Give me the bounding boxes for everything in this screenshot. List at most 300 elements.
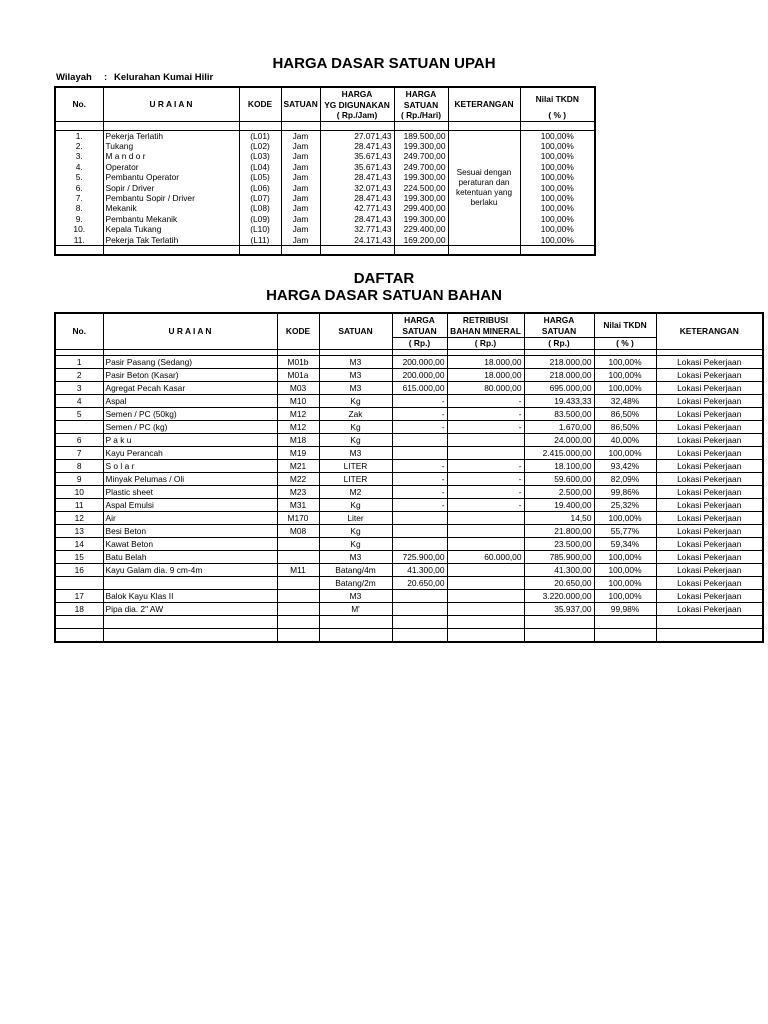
upah-row-harga-jam: 35.671,43 (320, 162, 394, 172)
bahan-row-uraian (103, 576, 277, 589)
bahan-row-no: 13 (55, 524, 103, 537)
bahan-row-kode: M12 (277, 420, 319, 433)
bahan-row-tkdn: 86,50% (594, 407, 656, 420)
upah-row-uraian: M a n d o r (103, 151, 239, 161)
bahan-row-keterangan: Lokasi Pekerjaan (656, 381, 763, 394)
bahan-row-keterangan: Lokasi Pekerjaan (656, 537, 763, 550)
upah-row-harga-hari: 199.300,00 (394, 172, 448, 182)
bahan-header-harga2-2: SATUAN (524, 325, 594, 337)
bahan-row-tkdn: 86,50% (594, 420, 656, 433)
bahan-row-keterangan: Lokasi Pekerjaan (656, 433, 763, 446)
bahan-row-harga-total: 218.000,00 (524, 355, 594, 368)
upah-row-kode: (L04) (239, 162, 281, 172)
bahan-row-no: 12 (55, 511, 103, 524)
upah-row-tkdn: 100,00% (520, 151, 595, 161)
upah-header-harga-jam-3: ( Rp./Jam) (320, 110, 394, 121)
upah-row-no: 9. (55, 214, 103, 224)
bahan-row-retribusi (447, 602, 524, 615)
upah-row-kode: (L07) (239, 193, 281, 203)
bahan-row-no: 8 (55, 459, 103, 472)
bahan-row-keterangan: Lokasi Pekerjaan (656, 550, 763, 563)
bahan-row-no: 11 (55, 498, 103, 511)
bahan-row-tkdn: 100,00% (594, 563, 656, 576)
upah-row-harga-jam: 32.771,43 (320, 224, 394, 234)
bahan-row-satuan: Batang/2m (319, 576, 392, 589)
bahan-row-harga-satuan (392, 433, 447, 446)
bahan-row-keterangan: Lokasi Pekerjaan (656, 485, 763, 498)
bahan-header-satuan: SATUAN (319, 313, 392, 349)
bahan-header-tkdn-1: Nilai TKDN (594, 313, 656, 337)
bahan-row-no: 9 (55, 472, 103, 485)
bahan-row-no: 14 (55, 537, 103, 550)
upah-row-no: 1. (55, 130, 103, 141)
bahan-row-tkdn: 100,00% (594, 368, 656, 381)
bahan-row-satuan: Batang/4m (319, 563, 392, 576)
upah-row-harga-hari: 199.300,00 (394, 193, 448, 203)
upah-row-harga-jam: 42.771,43 (320, 203, 394, 213)
upah-row-no: 10. (55, 224, 103, 234)
bahan-row-harga-total: 695.000,00 (524, 381, 594, 394)
bahan-row-tkdn: 100,00% (594, 355, 656, 368)
upah-row-harga-jam: 28.471,43 (320, 214, 394, 224)
bahan-row-keterangan: Lokasi Pekerjaan (656, 420, 763, 433)
bahan-row-harga-satuan (392, 446, 447, 459)
bahan-row-no: 10 (55, 485, 103, 498)
bahan-table (54, 312, 764, 643)
bahan-row-kode: M11 (277, 563, 319, 576)
table-row (55, 420, 763, 433)
bahan-row-kode: M08 (277, 524, 319, 537)
bahan-row-retribusi (447, 524, 524, 537)
upah-header-harga-hari-1: HARGA (394, 87, 448, 99)
table-row (55, 563, 763, 576)
upah-row-harga-jam: 24.171,43 (320, 234, 394, 245)
bahan-row-no: 15 (55, 550, 103, 563)
upah-row-satuan: Jam (281, 151, 320, 161)
upah-row-tkdn: 100,00% (520, 162, 595, 172)
upah-row-satuan: Jam (281, 224, 320, 234)
bahan-row-kode (277, 602, 319, 615)
upah-row-no: 3. (55, 151, 103, 161)
bahan-row-retribusi: 60.000,00 (447, 550, 524, 563)
bahan-row-uraian: Pipa dia. 2" AW (103, 602, 277, 615)
bahan-row-uraian: Kayu Perancah (103, 446, 277, 459)
bahan-row-no: 2 (55, 368, 103, 381)
upah-row-tkdn: 100,00% (520, 203, 595, 213)
bahan-row-satuan: M3 (319, 446, 392, 459)
upah-row-kode: (L02) (239, 141, 281, 151)
bahan-row-uraian: Air (103, 511, 277, 524)
bahan-row-uraian: Semen / PC (50kg) (103, 407, 277, 420)
bahan-row-no (55, 420, 103, 433)
bahan-row-retribusi: - (447, 394, 524, 407)
upah-header-uraian: U R A I A N (103, 87, 239, 121)
bahan-row-kode: M01a (277, 368, 319, 381)
upah-row-satuan: Jam (281, 193, 320, 203)
bahan-row-tkdn: 25,32% (594, 498, 656, 511)
upah-row-harga-jam: 27.071,43 (320, 130, 394, 141)
bahan-row-retribusi: - (447, 407, 524, 420)
bahan-row-satuan: M3 (319, 381, 392, 394)
upah-header-tkdn-2: ( % ) (520, 110, 595, 121)
bahan-row-uraian: P a k u (103, 433, 277, 446)
bahan-row-kode: M01b (277, 355, 319, 368)
bahan-row-kode: M21 (277, 459, 319, 472)
bahan-row-retribusi: - (447, 472, 524, 485)
upah-row-satuan: Jam (281, 162, 320, 172)
bahan-row-harga-satuan: 200.000,00 (392, 355, 447, 368)
bahan-row-no: 4 (55, 394, 103, 407)
bahan-header-keterangan: KETERANGAN (656, 313, 763, 349)
upah-header-no: No. (55, 87, 103, 121)
upah-row-satuan: Jam (281, 130, 320, 141)
table-row (55, 550, 763, 563)
bahan-row-kode (277, 550, 319, 563)
bahan-row-kode: M19 (277, 446, 319, 459)
table-row (55, 394, 763, 407)
bahan-row-kode: M23 (277, 485, 319, 498)
table-row (55, 602, 763, 615)
bahan-row-no: 5 (55, 407, 103, 420)
upah-row-harga-hari: 224.500,00 (394, 182, 448, 192)
upah-row-harga-hari: 299.400,00 (394, 203, 448, 213)
bahan-row-harga-total: 18.100,00 (524, 459, 594, 472)
bahan-row-harga-satuan: - (392, 472, 447, 485)
bahan-row-tkdn: 93,42% (594, 459, 656, 472)
upah-row-harga-jam: 28.471,43 (320, 172, 394, 182)
bahan-row-uraian: Pasir Pasang (Sedang) (103, 355, 277, 368)
upah-header-keterangan: KETERANGAN (448, 87, 520, 121)
upah-row-tkdn: 100,00% (520, 224, 595, 234)
bahan-row-no: 7 (55, 446, 103, 459)
bahan-header-retri-1: RETRIBUSI (447, 313, 524, 325)
table-row (55, 472, 763, 485)
bahan-header-harga1-2: SATUAN (392, 325, 447, 337)
bahan-row-keterangan: Lokasi Pekerjaan (656, 368, 763, 381)
bahan-header-harga2-1: HARGA (524, 313, 594, 325)
upah-row-uraian: Sopir / Driver (103, 182, 239, 192)
bahan-row-kode: M22 (277, 472, 319, 485)
bahan-row-satuan: M3 (319, 589, 392, 602)
table-row (55, 433, 763, 446)
bahan-row-harga-total: 785.900,00 (524, 550, 594, 563)
upah-row-harga-jam: 28.471,43 (320, 141, 394, 151)
bahan-row-harga-total: 3.220.000,00 (524, 589, 594, 602)
upah-row-uraian: Operator (103, 162, 239, 172)
bahan-row-tkdn: 32,48% (594, 394, 656, 407)
bahan-row-satuan: Kg (319, 394, 392, 407)
bahan-row-retribusi: - (447, 420, 524, 433)
bahan-row-uraian: Balok Kayu Klas II (103, 589, 277, 602)
bahan-header-tkdn-2: ( % ) (594, 337, 656, 349)
upah-header-harga-jam-1: HARGA (320, 87, 394, 99)
upah-header-kode: KODE (239, 87, 281, 121)
bahan-row-no: 1 (55, 355, 103, 368)
bahan-row-harga-total: 2.415.000,00 (524, 446, 594, 459)
bahan-row-tkdn: 100,00% (594, 576, 656, 589)
upah-row-harga-hari: 249.700,00 (394, 162, 448, 172)
bahan-row-kode: M18 (277, 433, 319, 446)
bahan-row-uraian: Minyak Pelumas / Oli (103, 472, 277, 485)
bahan-row-harga-total: 1.670,00 (524, 420, 594, 433)
bahan-row-no: 18 (55, 602, 103, 615)
upah-row-harga-hari: 199.300,00 (394, 214, 448, 224)
upah-row-no: 11. (55, 234, 103, 245)
bahan-row-harga-satuan: 200.000,00 (392, 368, 447, 381)
bahan-header-harga1-3: ( Rp.) (392, 337, 447, 349)
upah-row-harga-jam: 32.071,43 (320, 182, 394, 192)
table-row (55, 498, 763, 511)
bahan-row-tkdn: 59,34% (594, 537, 656, 550)
upah-row-no: 4. (55, 162, 103, 172)
upah-row-tkdn: 100,00% (520, 193, 595, 203)
bahan-row-harga-satuan (392, 589, 447, 602)
bahan-row-retribusi: 18.000,00 (447, 355, 524, 368)
bahan-row-retribusi (447, 446, 524, 459)
bahan-row-keterangan: Lokasi Pekerjaan (656, 446, 763, 459)
bahan-row-retribusi: - (447, 485, 524, 498)
bahan-row-satuan: M3 (319, 355, 392, 368)
upah-row-tkdn: 100,00% (520, 172, 595, 182)
upah-header-tkdn-1: Nilai TKDN (520, 87, 595, 110)
bahan-row-tkdn: 99,86% (594, 485, 656, 498)
upah-row-harga-hari: 229.400,00 (394, 224, 448, 234)
bahan-row-uraian: Pasir Beton (Kasar) (103, 368, 277, 381)
bahan-row-retribusi: 18.000,00 (447, 368, 524, 381)
table-row (55, 576, 763, 589)
upah-row-kode: (L01) (239, 130, 281, 141)
bahan-row-satuan: Liter (319, 511, 392, 524)
upah-row-uraian: Tukang (103, 141, 239, 151)
bahan-row-satuan: M3 (319, 368, 392, 381)
bahan-row-uraian: S o l a r (103, 459, 277, 472)
bahan-row-keterangan: Lokasi Pekerjaan (656, 576, 763, 589)
bahan-header-uraian: U R A I A N (103, 313, 277, 349)
wilayah-label: Wilayah (56, 72, 92, 83)
bahan-row-harga-satuan (392, 511, 447, 524)
bahan-row-keterangan: Lokasi Pekerjaan (656, 563, 763, 576)
table-row (55, 446, 763, 459)
upah-row-no: 8. (55, 203, 103, 213)
table-row (55, 459, 763, 472)
bahan-row-harga-satuan: - (392, 420, 447, 433)
upah-row-harga-hari: 169.200,00 (394, 234, 448, 245)
bahan-row-retribusi: - (447, 459, 524, 472)
bahan-row-harga-total: 24.000,00 (524, 433, 594, 446)
upah-row-uraian: Pembantu Mekanik (103, 214, 239, 224)
bahan-row-tkdn: 40,00% (594, 433, 656, 446)
table-row (55, 524, 763, 537)
bahan-row-retribusi (447, 511, 524, 524)
upah-row-uraian: Pekerja Terlatih (103, 130, 239, 141)
bahan-row-uraian: Semen / PC (kg) (103, 420, 277, 433)
upah-row-tkdn: 100,00% (520, 182, 595, 192)
upah-row-satuan: Jam (281, 234, 320, 245)
bahan-row-kode: M10 (277, 394, 319, 407)
bahan-row-kode: M170 (277, 511, 319, 524)
bahan-row-tkdn: 100,00% (594, 381, 656, 394)
bahan-row-tkdn: 100,00% (594, 589, 656, 602)
bahan-row-kode (277, 589, 319, 602)
upah-row-no: 7. (55, 193, 103, 203)
bahan-row-tkdn: 55,77% (594, 524, 656, 537)
bahan-row-retribusi (447, 576, 524, 589)
bahan-row-harga-total: 23.500,00 (524, 537, 594, 550)
bahan-row-harga-total: 19.433,33 (524, 394, 594, 407)
bahan-row-satuan: Kg (319, 420, 392, 433)
upah-row-uraian: Pekerja Tak Terlatih (103, 234, 239, 245)
bahan-row-keterangan: Lokasi Pekerjaan (656, 498, 763, 511)
bahan-header-retri-3: ( Rp.) (447, 337, 524, 349)
bahan-row-uraian: Besi Beton (103, 524, 277, 537)
bahan-row-harga-total: 35.937,00 (524, 602, 594, 615)
bahan-row-harga-total: 20.650,00 (524, 576, 594, 589)
table-row (55, 589, 763, 602)
upah-row-satuan: Jam (281, 182, 320, 192)
bahan-row-retribusi (447, 589, 524, 602)
bahan-row-no: 6 (55, 433, 103, 446)
table-row (55, 130, 595, 141)
upah-keterangan-note: Sesuai dengan peraturan dan ketentuan yang berlaku (448, 130, 520, 245)
bahan-row-harga-total: 218.000,00 (524, 368, 594, 381)
bahan-row-keterangan: Lokasi Pekerjaan (656, 602, 763, 615)
upah-row-no: 6. (55, 182, 103, 192)
bahan-row-uraian: Aspal Emulsi (103, 498, 277, 511)
upah-row-no: 5. (55, 172, 103, 182)
bahan-row-harga-satuan: - (392, 498, 447, 511)
bahan-row-keterangan: Lokasi Pekerjaan (656, 524, 763, 537)
upah-header-harga-jam-2: YG DIGUNAKAN (320, 99, 394, 110)
upah-row-kode: (L08) (239, 203, 281, 213)
bahan-header-harga2-3: ( Rp.) (524, 337, 594, 349)
bahan-row-retribusi (447, 433, 524, 446)
upah-row-kode: (L05) (239, 172, 281, 182)
bahan-row-satuan: M' (319, 602, 392, 615)
upah-row-harga-hari: 199.300,00 (394, 141, 448, 151)
upah-row-satuan: Jam (281, 203, 320, 213)
bahan-row-keterangan: Lokasi Pekerjaan (656, 355, 763, 368)
bahan-row-retribusi (447, 563, 524, 576)
bahan-header-retri-2: BAHAN MINERAL (447, 325, 524, 337)
bahan-row-harga-satuan: - (392, 407, 447, 420)
bahan-row-harga-satuan: 41.300,00 (392, 563, 447, 576)
bahan-row-kode (277, 537, 319, 550)
bahan-row-harga-total: 19.400,00 (524, 498, 594, 511)
table-row (55, 511, 763, 524)
upah-row-kode: (L09) (239, 214, 281, 224)
bahan-row-satuan: Kg (319, 498, 392, 511)
bahan-row-satuan: LITER (319, 472, 392, 485)
bahan-title-2: HARGA DASAR SATUAN BAHAN (266, 287, 502, 304)
bahan-row-tkdn: 100,00% (594, 511, 656, 524)
table-row (55, 407, 763, 420)
bahan-row-no: 16 (55, 563, 103, 576)
bahan-row-harga-total: 41.300,00 (524, 563, 594, 576)
table-row (55, 355, 763, 368)
bahan-row-satuan: LITER (319, 459, 392, 472)
upah-title: HARGA DASAR SATUAN UPAH (272, 55, 496, 72)
bahan-row-harga-satuan: 615.000,00 (392, 381, 447, 394)
bahan-row-keterangan: Lokasi Pekerjaan (656, 589, 763, 602)
table-row (55, 485, 763, 498)
bahan-row-satuan: Zak (319, 407, 392, 420)
bahan-row-uraian: Kawat Beton (103, 537, 277, 550)
bahan-row-satuan: Kg (319, 537, 392, 550)
bahan-row-keterangan: Lokasi Pekerjaan (656, 472, 763, 485)
upah-row-satuan: Jam (281, 214, 320, 224)
bahan-row-harga-total: 59.600,00 (524, 472, 594, 485)
bahan-row-keterangan: Lokasi Pekerjaan (656, 394, 763, 407)
bahan-row-keterangan: Lokasi Pekerjaan (656, 459, 763, 472)
bahan-row-uraian: Agregat Pecah Kasar (103, 381, 277, 394)
bahan-row-harga-satuan (392, 602, 447, 615)
bahan-row-kode (277, 576, 319, 589)
upah-row-harga-hari: 189.500,00 (394, 130, 448, 141)
table-row (55, 368, 763, 381)
bahan-row-kode: M31 (277, 498, 319, 511)
upah-header-harga-hari-3: ( Rp./Hari) (394, 110, 448, 121)
upah-row-tkdn: 100,00% (520, 141, 595, 151)
bahan-row-satuan: Kg (319, 433, 392, 446)
upah-row-kode: (L06) (239, 182, 281, 192)
upah-row-no: 2. (55, 141, 103, 151)
bahan-row-kode: M12 (277, 407, 319, 420)
bahan-row-satuan: M3 (319, 550, 392, 563)
bahan-title-1: DAFTAR (353, 270, 415, 287)
bahan-row-harga-satuan: 725.900,00 (392, 550, 447, 563)
bahan-header-harga1-1: HARGA (392, 313, 447, 325)
bahan-row-harga-total: 83.500,00 (524, 407, 594, 420)
bahan-row-retribusi: 80.000,00 (447, 381, 524, 394)
bahan-row-harga-total: 14,50 (524, 511, 594, 524)
table-row (55, 537, 763, 550)
upah-row-kode: (L11) (239, 234, 281, 245)
bahan-row-tkdn: 99,98% (594, 602, 656, 615)
upah-header-satuan: SATUAN (281, 87, 320, 121)
bahan-row-harga-satuan: - (392, 485, 447, 498)
wilayah-sep: : (104, 72, 108, 83)
upah-row-kode: (L10) (239, 224, 281, 234)
upah-row-tkdn: 100,00% (520, 234, 595, 245)
upah-header-harga-hari-2: SATUAN (394, 99, 448, 110)
bahan-row-retribusi: - (447, 498, 524, 511)
upah-row-uraian: Kepala Tukang (103, 224, 239, 234)
upah-row-tkdn: 100,00% (520, 214, 595, 224)
bahan-row-uraian: Plastic sheet (103, 485, 277, 498)
bahan-row-keterangan: Lokasi Pekerjaan (656, 511, 763, 524)
upah-row-harga-jam: 28.471,43 (320, 193, 394, 203)
bahan-row-harga-total: 21.800,00 (524, 524, 594, 537)
bahan-row-no (55, 576, 103, 589)
bahan-row-tkdn: 100,00% (594, 550, 656, 563)
upah-row-satuan: Jam (281, 141, 320, 151)
upah-row-tkdn: 100,00% (520, 130, 595, 141)
bahan-header-no: No. (55, 313, 103, 349)
bahan-row-uraian: Kayu Galam dia. 9 cm-4m (103, 563, 277, 576)
bahan-row-no: 17 (55, 589, 103, 602)
bahan-row-no: 3 (55, 381, 103, 394)
bahan-row-retribusi (447, 537, 524, 550)
bahan-row-tkdn: 100,00% (594, 446, 656, 459)
bahan-row-harga-satuan: 20.650,00 (392, 576, 447, 589)
upah-row-harga-hari: 249.700,00 (394, 151, 448, 161)
bahan-header-kode: KODE (277, 313, 319, 349)
bahan-row-uraian: Aspal (103, 394, 277, 407)
bahan-row-kode: M03 (277, 381, 319, 394)
bahan-row-satuan: Kg (319, 524, 392, 537)
bahan-row-satuan: M2 (319, 485, 392, 498)
wilayah-value: Kelurahan Kumai Hilir (114, 72, 214, 83)
